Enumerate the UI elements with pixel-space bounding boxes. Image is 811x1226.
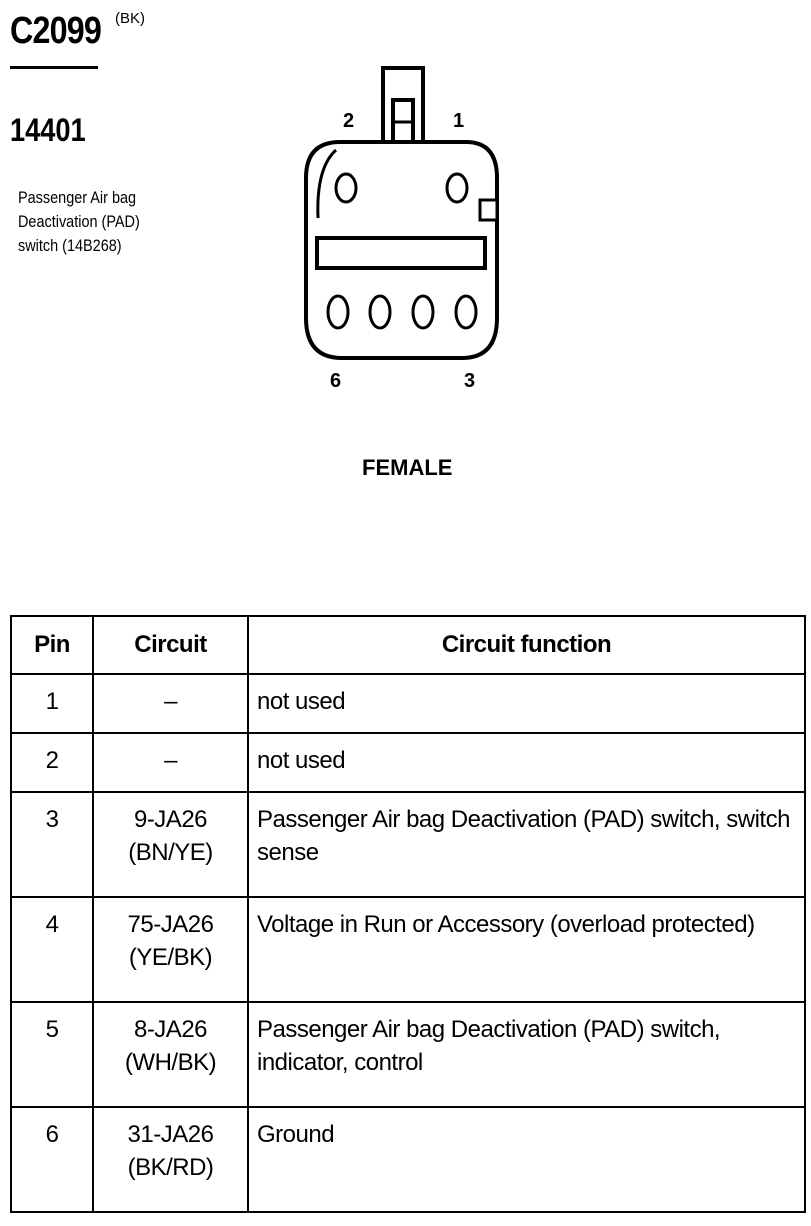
pin-cavity-2 xyxy=(336,174,356,202)
connector-color-code: (BK) xyxy=(115,10,145,27)
pin-cavity-4 xyxy=(413,296,433,328)
function-cell: Ground xyxy=(248,1107,805,1212)
circuit-number: – xyxy=(164,688,177,715)
circuit-number: – xyxy=(164,747,177,774)
column-header-pin: Pin xyxy=(11,616,93,674)
circuit-number: 9-JA26 xyxy=(133,806,208,833)
circuit-number: 75-JA26 xyxy=(127,911,214,938)
polarizing-tab xyxy=(480,200,497,220)
pin-cavity-6 xyxy=(328,296,348,328)
wire-color: (BK/RD) xyxy=(127,1154,214,1181)
pin-cavity-3 xyxy=(456,296,476,328)
circuit-cell xyxy=(93,1107,248,1212)
connector-gender-label: FEMALE xyxy=(362,455,453,480)
pinout-table xyxy=(10,615,806,1213)
column-header-function: Circuit function xyxy=(248,616,805,674)
function-cell: Passenger Air bag Deactivation (PAD) switch, indicator, control xyxy=(248,1002,805,1107)
table-row xyxy=(11,1002,805,1107)
table-row xyxy=(11,674,805,733)
function-cell: not used xyxy=(248,674,805,733)
pin-label-3: 3 xyxy=(464,370,476,392)
circuit-cell xyxy=(93,674,248,733)
connector-face-diagram xyxy=(290,60,520,370)
pin-label-1: 1 xyxy=(453,110,465,132)
function-cell: Voltage in Run or Accessory (overload protected) xyxy=(248,897,805,1002)
pin-label-2: 2 xyxy=(343,110,355,132)
description-line: Deactivation (PAD) xyxy=(18,212,140,231)
description-line: switch (14B268) xyxy=(18,236,122,255)
pin-cell: 2 xyxy=(11,733,93,792)
circuit-cell xyxy=(93,733,248,792)
wire-color: (BN/YE) xyxy=(128,839,213,866)
component-description xyxy=(18,186,163,258)
function-cell: Passenger Air bag Deactivation (PAD) switch, switch sense xyxy=(248,792,805,897)
pin-cell: 6 xyxy=(11,1107,93,1212)
table-row xyxy=(11,1107,805,1212)
pin-label-6: 6 xyxy=(330,370,342,392)
part-number: 14401 xyxy=(10,112,86,148)
circuit-cell xyxy=(93,1002,248,1107)
pin-cell: 5 xyxy=(11,1002,93,1107)
table-row xyxy=(11,792,805,897)
wire-color: (YE/BK) xyxy=(128,944,213,971)
circuit-number: 31-JA26 xyxy=(127,1121,214,1148)
pin-cell: 1 xyxy=(11,674,93,733)
pin-cell: 3 xyxy=(11,792,93,897)
table-header-row xyxy=(11,616,805,674)
connector-id: C2099 xyxy=(10,10,101,52)
table-row xyxy=(11,897,805,1002)
circuit-cell xyxy=(93,792,248,897)
pin-cell: 4 xyxy=(11,897,93,1002)
pin-cavity-5 xyxy=(370,296,390,328)
title-underline xyxy=(10,66,98,69)
center-slot xyxy=(317,238,485,268)
column-header-circuit: Circuit xyxy=(93,616,248,674)
pin-cavity-1 xyxy=(447,174,467,202)
wire-color: (WH/BK) xyxy=(124,1049,217,1076)
circuit-number: 8-JA26 xyxy=(133,1016,208,1043)
table-row xyxy=(11,733,805,792)
function-cell: not used xyxy=(248,733,805,792)
circuit-cell xyxy=(93,897,248,1002)
description-line: Passenger Air bag xyxy=(18,188,137,207)
